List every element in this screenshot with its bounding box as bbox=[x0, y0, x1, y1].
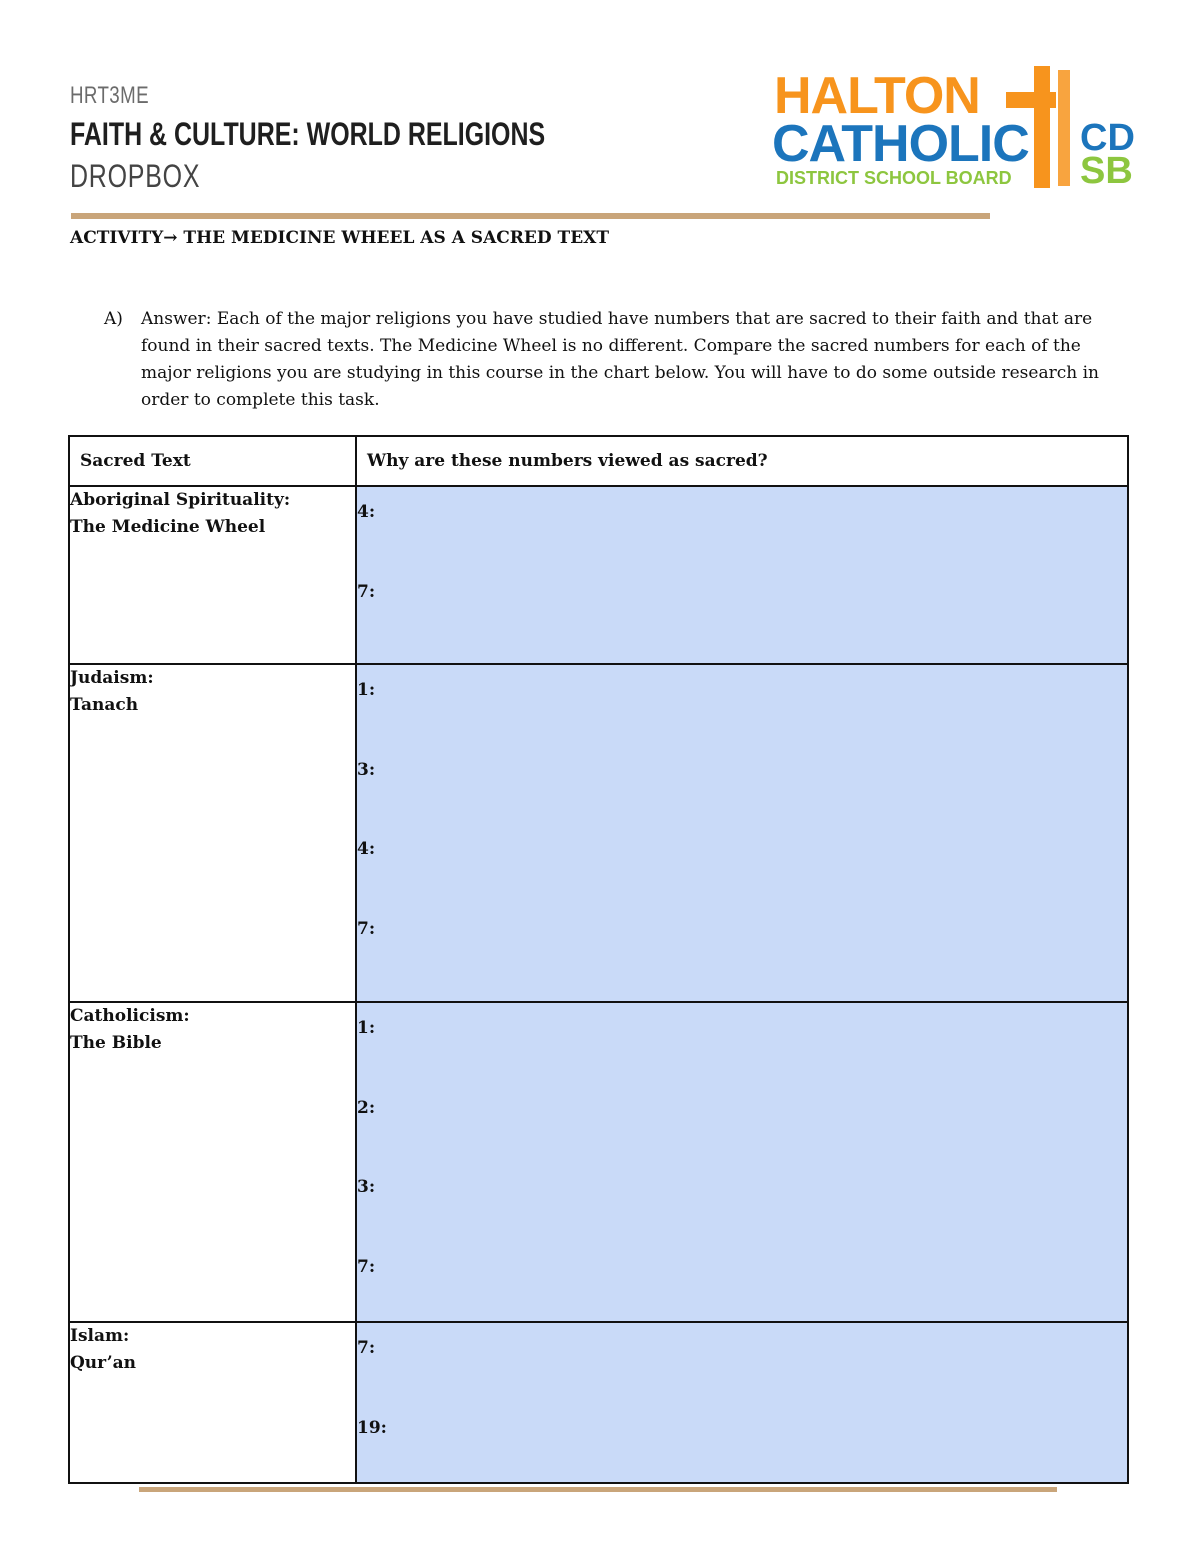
number-label: 7: bbox=[357, 918, 376, 939]
number-label: 7: bbox=[357, 581, 376, 602]
logo-line-district: DISTRICT SCHOOL BOARD bbox=[776, 168, 1012, 188]
document-subtitle: DROPBOX bbox=[70, 158, 201, 194]
logo-line-catholic: CATHOLIC bbox=[772, 115, 1029, 173]
cross-icon bbox=[1006, 66, 1076, 188]
table-row bbox=[69, 1002, 1128, 1322]
footer-divider bbox=[139, 1487, 1057, 1492]
sacred-numbers-table bbox=[68, 435, 1129, 1484]
number-label: 2: bbox=[357, 1097, 376, 1118]
number-label: 4: bbox=[357, 502, 376, 522]
number-label: 19: bbox=[357, 1417, 387, 1438]
religion-cell bbox=[69, 664, 356, 1002]
number-label: 7: bbox=[357, 1338, 376, 1358]
header-divider bbox=[71, 213, 990, 219]
school-board-logo bbox=[770, 64, 1135, 194]
religion-cell bbox=[69, 1002, 356, 1322]
religion-name: Catholicism: bbox=[70, 1006, 190, 1026]
header-why-sacred: Why are these numbers viewed as sacred? bbox=[356, 436, 1128, 486]
sacred-text-name: The Bible bbox=[70, 1033, 162, 1053]
religion-cell bbox=[69, 486, 356, 664]
religion-name: Aboriginal Spirituality: bbox=[70, 490, 291, 510]
logo-line-halton: HALTON bbox=[774, 67, 980, 125]
table-row bbox=[69, 1322, 1128, 1483]
sacred-text-name: Qur’an bbox=[70, 1353, 137, 1373]
answer-cell[interactable] bbox=[356, 1002, 1128, 1322]
header-sacred-text: Sacred Text bbox=[69, 436, 356, 486]
sacred-text-name: Tanach bbox=[70, 695, 139, 715]
number-label: 3: bbox=[357, 1177, 376, 1197]
sacred-text-name: The Medicine Wheel bbox=[70, 517, 266, 537]
course-title: FAITH & CULTURE: WORLD RELIGIONS bbox=[70, 116, 546, 152]
number-label: 1: bbox=[357, 1018, 376, 1038]
answer-cell[interactable] bbox=[356, 1322, 1128, 1483]
answer-cell[interactable] bbox=[356, 664, 1128, 1002]
logo-abbr: CD SB bbox=[1080, 117, 1135, 192]
number-label: 1: bbox=[357, 680, 376, 700]
course-code: HRT3ME bbox=[70, 82, 149, 109]
question-text: Answer: Each of the major religions you have studied have numbers that are sacred to their faith and that are found in their sacred texts. The Medicine Wheel is no different. Compare the sacred numbers for each of the major religions you are studying in this course in the chart below. You will have to do some outside research in order to complete this task. bbox=[141, 309, 1099, 410]
number-label: 3: bbox=[357, 759, 376, 780]
table-row bbox=[69, 486, 1128, 664]
question-label: A) bbox=[104, 309, 123, 329]
number-label: 4: bbox=[357, 839, 376, 859]
table-header-row bbox=[69, 436, 1128, 486]
activity-title: ACTIVITY→ THE MEDICINE WHEEL AS A SACRED TEXT bbox=[70, 228, 609, 248]
religion-cell bbox=[69, 1322, 356, 1483]
answer-cell[interactable] bbox=[356, 486, 1128, 664]
table-row bbox=[69, 664, 1128, 1002]
question-a bbox=[104, 306, 1114, 414]
religion-name: Islam: bbox=[70, 1326, 130, 1346]
religion-name: Judaism: bbox=[70, 668, 154, 688]
number-label: 7: bbox=[357, 1256, 376, 1277]
document-header bbox=[70, 82, 679, 196]
